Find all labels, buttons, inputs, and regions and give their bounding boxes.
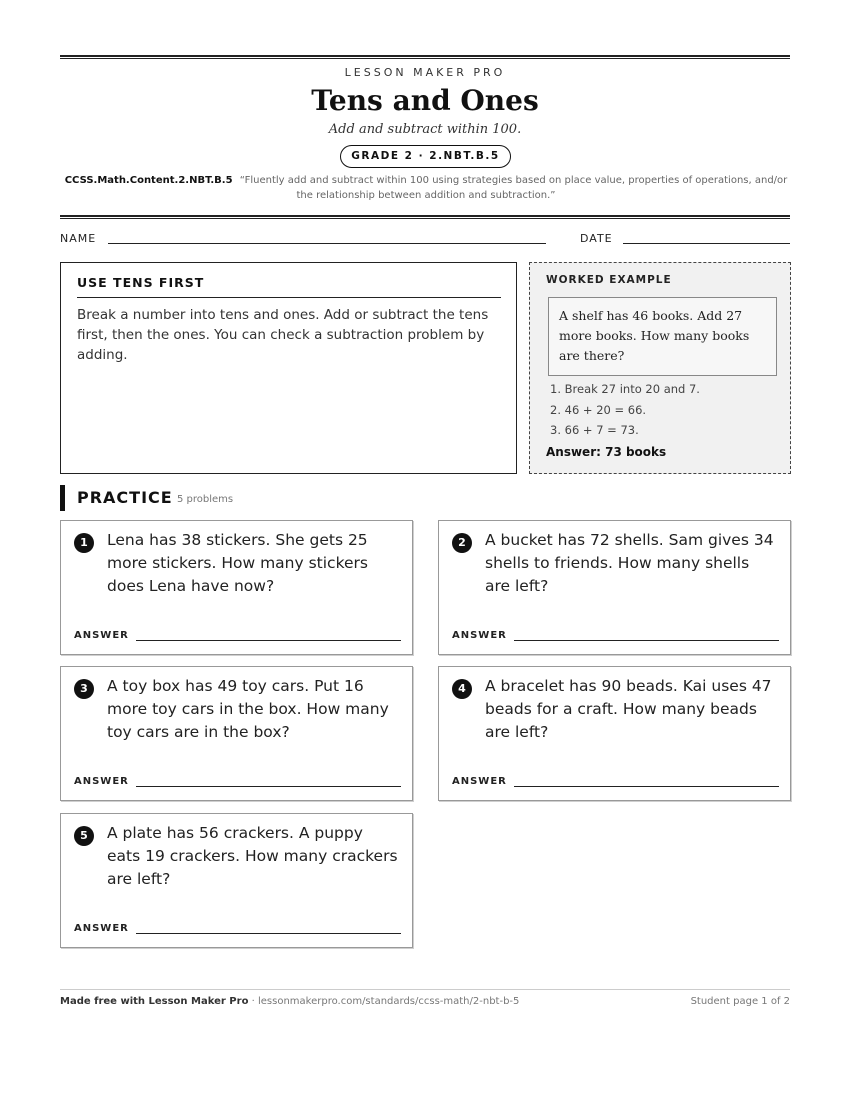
- practice-accent-bar: [60, 485, 65, 511]
- problem-number-badge: 1: [74, 533, 94, 553]
- answer-field[interactable]: [136, 933, 401, 934]
- brand-name: LESSON MAKER PRO: [344, 66, 506, 79]
- standard-citation: [64, 173, 788, 203]
- problem-text: A toy box has 49 toy cars. Put 16 more toy cars in the box. How many toy cars are in the box?: [107, 677, 389, 741]
- problem-text: Lena has 38 stickers. She gets 25 more stickers. How many stickers does Lena have now?: [107, 531, 368, 595]
- page-subtitle: Add and subtract within 100.: [328, 122, 522, 137]
- problem-card-2: [438, 520, 791, 655]
- footer-credit: [60, 996, 519, 1007]
- name-label: NAME: [60, 232, 97, 245]
- date-label: DATE: [580, 232, 613, 245]
- worked-example-box: [529, 262, 791, 474]
- worked-example-heading: WORKED EXAMPLE: [546, 274, 672, 286]
- grade-badge: GRADE 2 · 2.NBT.B.5: [340, 145, 511, 168]
- answer-label: ANSWER: [452, 630, 507, 641]
- footer-url[interactable]: · lessonmakerpro.com/standards/ccss-math/2-nbt-b-5: [248, 996, 520, 1007]
- worked-step: 2. 46 + 20 = 66.: [550, 402, 647, 417]
- problem-number-badge: 2: [452, 533, 472, 553]
- problem-number-badge: 4: [452, 679, 472, 699]
- strategy-body: Break a number into tens and ones. Add or subtract the tens first, then the ones. You can check a subtraction problem by adding.: [77, 307, 489, 363]
- problem-card-5: [60, 813, 413, 948]
- name-field[interactable]: [108, 243, 546, 244]
- worked-example-steps: [550, 379, 700, 441]
- header-bottom-rule: [60, 215, 790, 219]
- practice-count: 5 problems: [177, 494, 234, 505]
- page-title: Tens and Ones: [311, 84, 539, 117]
- strategy-divider: [77, 297, 501, 298]
- answer-label: ANSWER: [74, 776, 129, 787]
- practice-heading: PRACTICE: [77, 488, 173, 507]
- problem-text: A plate has 56 crackers. A puppy eats 19 crackers. How many crackers are left?: [107, 824, 398, 888]
- answer-field[interactable]: [136, 786, 401, 787]
- date-field[interactable]: [623, 243, 790, 244]
- answer-label: ANSWER: [74, 630, 129, 641]
- strategy-box: [60, 262, 517, 474]
- footer-made-with: Made free with Lesson Maker Pro: [60, 996, 249, 1007]
- top-rule: [60, 55, 790, 59]
- answer-field[interactable]: [514, 640, 779, 641]
- answer-label: ANSWER: [452, 776, 507, 787]
- standard-code: CCSS.Math.Content.2.NBT.B.5: [64, 175, 233, 186]
- problem-card-4: [438, 666, 791, 801]
- footer-page-number: Student page 1 of 2: [690, 996, 790, 1007]
- answer-field[interactable]: [514, 786, 779, 787]
- problem-text: A bucket has 72 shells. Sam gives 34 shells to friends. How many shells are left?: [485, 531, 774, 595]
- footer-divider: [60, 989, 790, 990]
- answer-field[interactable]: [136, 640, 401, 641]
- worked-example-answer: Answer: 73 books: [546, 445, 667, 459]
- standard-text: “Fluently add and subtract within 100 using strategies based on place value, properties of operations, and/or the relationship between addition and subtraction.”: [239, 175, 788, 201]
- problem-card-1: [60, 520, 413, 655]
- problem-text: A bracelet has 90 beads. Kai uses 47 beads for a craft. How many beads are left?: [485, 677, 772, 741]
- problem-card-3: [60, 666, 413, 801]
- problem-number-badge: 5: [74, 826, 94, 846]
- worked-example-problem: A shelf has 46 books. Add 27 more books. How many books are there?: [548, 297, 777, 376]
- worked-step: 1. Break 27 into 20 and 7.: [550, 382, 700, 396]
- problem-number-badge: 3: [74, 679, 94, 699]
- answer-label: ANSWER: [74, 923, 129, 934]
- worked-step: 3. 66 + 7 = 73.: [550, 423, 639, 437]
- strategy-heading: USE TENS FIRST: [77, 275, 205, 290]
